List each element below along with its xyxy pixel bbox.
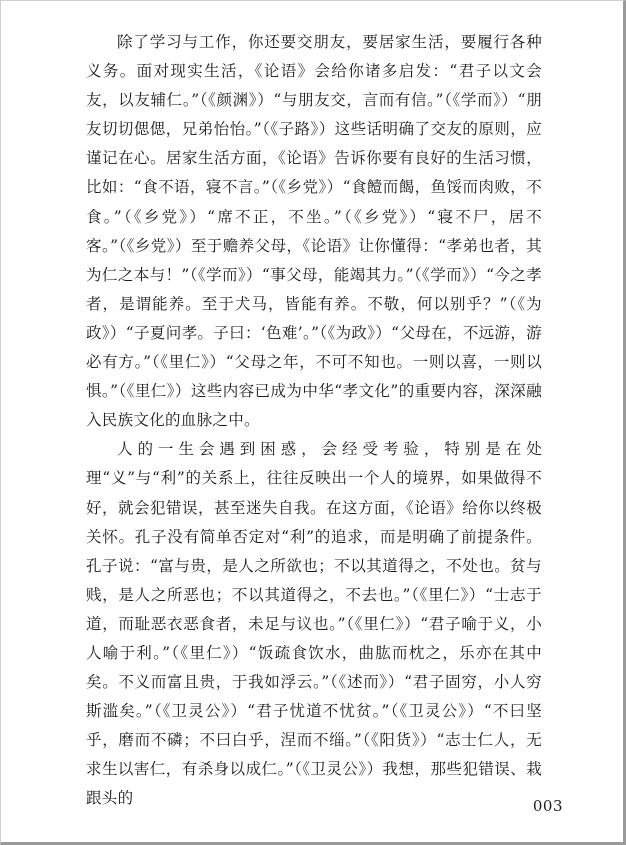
page-body (86, 28, 542, 814)
paragraph-righteousness-and-profit: 人的一生会遇到困惑，会经受考验，特别是在处理“义”与“利”的关系上，往往反映出一个人的境界，如果做得不好，就会犯错误，甚至迷失自我。在这方面，《论语》给你以终极关怀。孔子没有简单否定对“利”的追求，而是明确了前提条件。孔子说：“富与贵，是人之所欲也；不以其道得之，不处也。贫与贱，是人之所恶也；不以其道得之，不去也。”（《里仁》）“士志于道，而耻恶衣恶食者，未足与议也。”（《里仁》）“君子喻于义，小人喻于利。”（《里仁》）“饭疏食饮水，曲肱而枕之，乐亦在其中矣。不义而富且贵，于我如浮云。”（《述而》）“君子固穷，小人穷斯滥矣。”（《卫灵公》）“君子忧道不忧贫。”（《卫灵公》）“不曰坚乎，磨而不磷；不曰白乎，涅而不缁。”（《阳货》）“志士仁人，无求生以害仁，有杀身以成仁。”（《卫灵公》）我想，那些犯错误、栽跟头的 (86, 440, 542, 808)
page-number: 003 (532, 797, 563, 815)
paragraph-family-and-friends: 除了学习与工作，你还要交朋友，要居家生活，要履行各种义务。面对现实生活，《论语》会给你诸多启发：“君子以文会友，以友辅仁。”（《颜渊》）“与朋友交，言而有信。”（《学而》）“朋友切切偲偲，兄弟怡怡。”（《子路》）这些话明确了交友的原则，应谨记在心。居家生活方面，《论语》告诉你要有良好的生活习惯，比如：“食不语，寝不言。”（《乡党》）“食饐而餲，鱼馁而肉败，不食。”（《乡党》）“席不正，不坐。”（《乡党》）“寝不尸，居不客。”（《乡党》）至于赡养父母，《论语》让你懂得：“孝弟也者，其为仁之本与！”（《学而》）“事父母，能竭其力。”（《学而》）“今之孝者，是谓能养。至于犬马，皆能有养。不敬，何以别乎？”（《为政》）“子夏问孝。子曰：‘色难’。”（《为政》）“父母在，不远游，游必有方。”（《里仁》）“父母之年，不可不知也。一则以喜，一则以惧。”（《里仁》）这些内容已成为中华“孝文化”的重要内容，深深融入民族文化的血脉之中。 (86, 33, 542, 430)
